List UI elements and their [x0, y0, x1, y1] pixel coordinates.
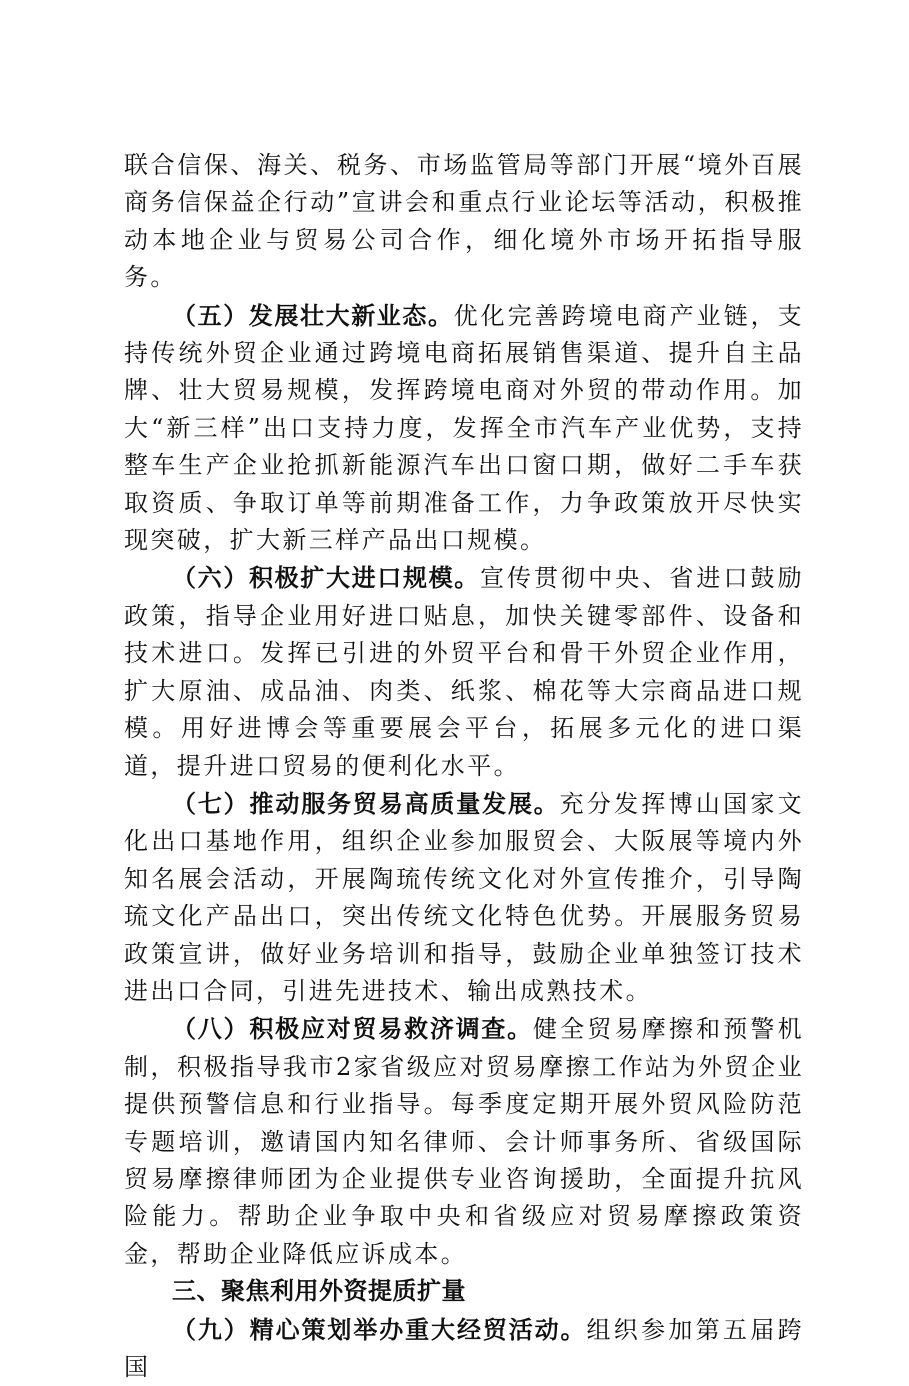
paragraph-lead: （八）积极应对贸易救济调查。: [172, 1014, 533, 1044]
paragraph-trade-remedy: [124, 1010, 804, 1273]
paragraph-expand-imports: [124, 559, 804, 784]
paragraph-lead: （五）发展壮大新业态。: [172, 300, 454, 330]
paragraph-partner-agencies: [124, 147, 804, 297]
paragraph-major-events: [124, 1311, 804, 1386]
document-body: [124, 147, 804, 1386]
paragraph-service-trade: [124, 785, 804, 1010]
paragraph-lead: （九）精心策划举办重大经贸活动。: [172, 1314, 587, 1344]
paragraph-lead: （六）积极扩大进口规模。: [172, 563, 480, 593]
section-heading-text: 三、聚焦利用外资提质扩量: [172, 1277, 466, 1306]
paragraph-text: 联合信保、海关、税务、市场监管局等部门开展“境外百展商务信保益企行动”宣讲会和重点行业论坛等活动，积极推动本地企业与贸易公司合作，细化境外市场开拓指导服务。: [124, 151, 804, 292]
paragraph-text: 优化完善跨境电商产业链，支持传统外贸企业通过跨境电商拓展销售渠道、提升自主品牌、壮大贸易规模，发挥跨境电商对外贸的带动作用。加大“新三样”出口支持力度，发挥全市汽车产业优势，支持整车生产企业抢抓新能源汽车出口窗口期，做好二手车获取资质、争取订单等前期准备工作，力争政策放开尽快实现突破，扩大新三样产品出口规模。: [124, 301, 805, 555]
paragraph-new-business-forms: [124, 297, 804, 560]
paragraph-text: 宣传贯彻中央、省进口鼓励政策，指导企业用好进口贴息，加快关键零部件、设备和技术进口。发挥已引进的外贸平台和骨干外贸企业作用，扩大原油、成品油、肉类、纸浆、棉花等大宗商品进口规模。用好进博会等重要展会平台，拓展多元化的进口渠道，提升进口贸易的便利化水平。: [124, 564, 805, 780]
paragraph-text: 组织参加第五届跨国: [124, 1315, 804, 1381]
section-heading-foreign-investment: [124, 1273, 804, 1310]
paragraph-lead: （七）推动服务贸易高质量发展。: [172, 788, 560, 818]
paragraph-text: 充分发挥博山国家文化出口基地作用，组织企业参加服贸会、大阪展等境内外知名展会活动，开展陶琉传统文化对外宣传推介，引导陶琉文化产品出口，突出传统文化特色优势。开展服务贸易政策宣讲，做好业务培训和指导，鼓励企业单独签订技术进出口合同，引进先进技术、输出成熟技术。: [124, 789, 805, 1005]
paragraph-text: 健全贸易摩擦和预警机制，积极指导我市2家省级应对贸易摩擦工作站为外贸企业提供预警信息和行业指导。每季度定期开展外贸风险防范专题培训，邀请国内知名律师、会计师事务所、省级国际贸易摩擦律师团为企业提供专业咨询援助，全面提升抗风险能力。帮助企业争取中央和省级应对贸易摩擦政策资金，帮助企业降低应诉成本。: [124, 1015, 805, 1268]
